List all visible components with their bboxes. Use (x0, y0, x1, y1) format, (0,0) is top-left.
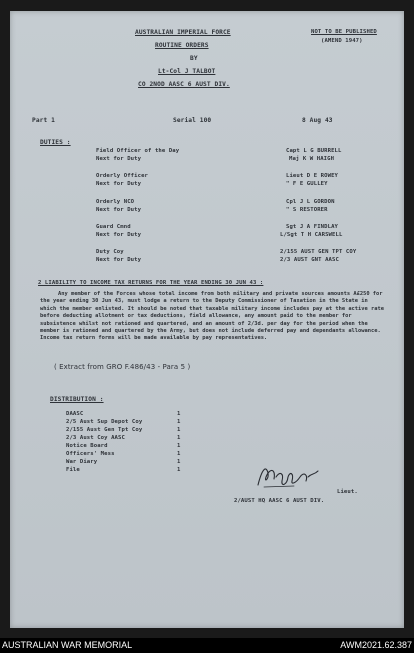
signature-rank: Lieut. (337, 489, 358, 495)
duty-label: Field Officer of the Day (96, 148, 180, 154)
duty-next-name: " F E GULLEY (286, 181, 328, 187)
distribution-count: 1 (177, 419, 181, 425)
duty-next-name: Maj K W HAIGH (289, 156, 335, 162)
duty-next-label: Next for Duty (96, 181, 142, 187)
distribution-count: 1 (177, 467, 181, 473)
section-income-tax-title: 2 LIABILITY TO INCOME TAX RETURNS FOR THE YEAR ENDING 30 JUN 43 : (38, 280, 264, 286)
amend-label: (AMEND 1947) (321, 38, 363, 44)
header-line-4: Lt-Col J TALBOT (158, 68, 216, 75)
duty-label: Orderly Officer (96, 173, 149, 179)
not-published-label: NOT TO BE PUBLISHED (311, 29, 377, 35)
duty-name: Cpl J L GORDON (286, 199, 335, 205)
distribution-count: 1 (177, 411, 181, 417)
income-tax-paragraph: Any member of the Forces whose total income from both military and private sources amounts A£250 for the year ending 30 Jun 43, must lodge a return to the Deputy Commissioner of Taxation in the State in which the member enlisted. It should be noted that taxable military income includes pay at the active rate before deducting allotment or tax deductions, field allowance, any amount paid to the member for subsistence whilst not rationed and quartered, and an amount of 2/3d. per day for the period when the member is rationed and quartered by the Army, but does not include deferred pay and dependants allowance. Income tax return forms will be made available by pay representatives. (40, 291, 385, 342)
header-line-5: CO 2NOD AASC 6 AUST DIV. (138, 81, 230, 88)
distribution-recipient: DAASC (66, 411, 84, 417)
part-number: Part 1 (32, 117, 55, 124)
duty-name: Sgt J A FINDLAY (286, 224, 339, 230)
archive-footer (0, 638, 414, 653)
header-line-3: BY (190, 55, 198, 62)
duty-next-label: Next for Duty (96, 257, 142, 263)
distribution-recipient: 2/155 Aust Gen Tpt Coy (66, 427, 143, 433)
extract-reference: ( Extract from GRO F.486/43 - Para 5 ) (54, 363, 191, 371)
duty-name: 2/155 AUST GEN TPT COY (280, 249, 357, 255)
duty-next-label: Next for Duty (96, 207, 142, 213)
distribution-count: 1 (177, 459, 181, 465)
archive-name: AUSTRALIAN WAR MEMORIAL (2, 640, 133, 650)
distribution-count: 1 (177, 443, 181, 449)
section-duties-title: DUTIES : (40, 139, 71, 146)
distribution-recipient: Officers' Mess (66, 451, 115, 457)
duty-label: Guard Cmnd (96, 224, 131, 230)
order-date: 8 Aug 43 (302, 117, 333, 124)
duty-next-name: 2/3 AUST GNT AASC (280, 257, 339, 263)
distribution-title: DISTRIBUTION : (50, 396, 104, 403)
distribution-count: 1 (177, 435, 181, 441)
serial-number: Serial 100 (173, 117, 212, 124)
document-page (10, 11, 404, 628)
duty-name: Capt L G BURRELL (286, 148, 342, 154)
distribution-count: 1 (177, 451, 181, 457)
duty-next-name: L/Sgt T H CARSWELL (280, 232, 343, 238)
duty-next-label: Next for Duty (96, 232, 142, 238)
distribution-recipient: War Diary (66, 459, 98, 465)
duty-next-name: " S RESTORER (286, 207, 328, 213)
duty-next-label: Next for Duty (96, 156, 142, 162)
distribution-count: 1 (177, 427, 181, 433)
header-line-2: ROUTINE ORDERS (155, 42, 209, 49)
duty-label: Orderly NCO (96, 199, 135, 205)
archive-reference: AWM2021.62.387 (340, 640, 412, 650)
distribution-recipient: File (66, 467, 80, 473)
duty-label: Duty Coy (96, 249, 124, 255)
distribution-recipient: Notice Board (66, 443, 108, 449)
distribution-recipient: 2/5 Aust Sup Depot Coy (66, 419, 143, 425)
distribution-recipient: 2/3 Aust Coy AASC (66, 435, 125, 441)
signature-unit: 2/AUST HQ AASC 6 AUST DIV. (234, 498, 325, 504)
header-line-1: AUSTRALIAN IMPERIAL FORCE (135, 29, 231, 36)
handwritten-signature (254, 459, 324, 493)
duty-name: Lieut D E ROWEY (286, 173, 339, 179)
